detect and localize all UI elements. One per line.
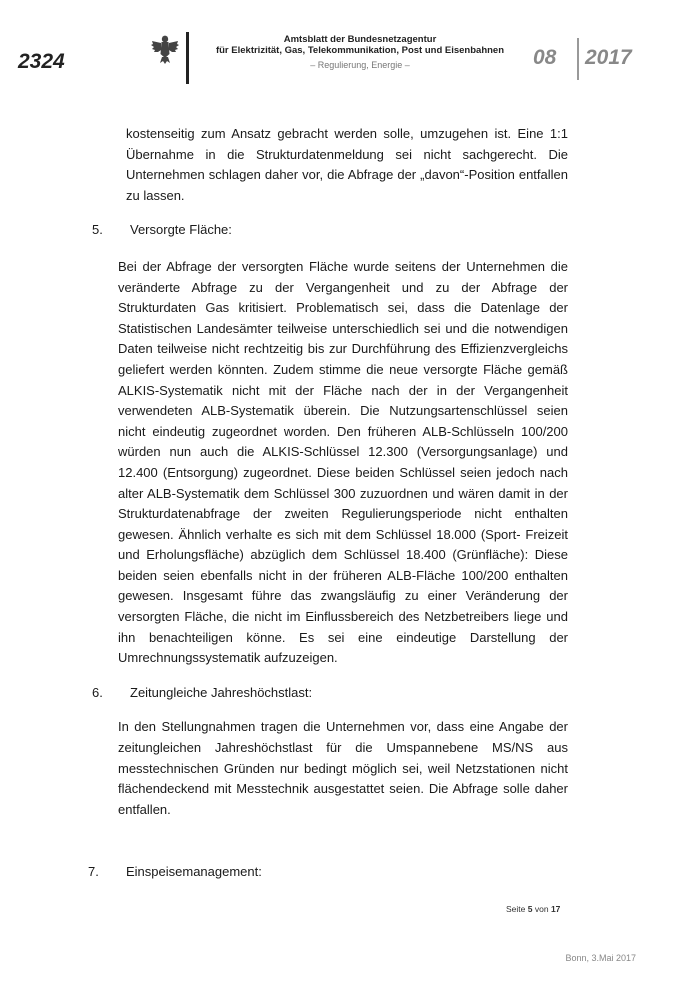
item-paragraph: In den Stellungnahmen tragen die Unternehmen vor, dass eine Angabe der zeitungleichen Jahreshöchstlast für die Umspannebene MS/NS aus messtechnischen Gründen nur bedingt möglich sei, weil Netzstationen nicht flächendeckend mit Messtechnik ausgestattet seien. Die Abfrage solle daher entfallen. (118, 719, 568, 817)
publication-title: Amtsblatt der Bundesnetzagentur (283, 34, 437, 45)
publication-section: – Regulierung, Energie – (310, 60, 410, 70)
list-item-6 (86, 683, 568, 704)
issue-divider (577, 38, 579, 80)
item-number: 6. (92, 684, 103, 700)
publication-date: Bonn, 3.Mai 2017 (565, 953, 636, 963)
of-label: von (534, 904, 549, 914)
list-item-7 (86, 862, 568, 883)
issue-year: 2017 (585, 46, 632, 69)
main-content (86, 124, 568, 883)
item-number: 7. (88, 864, 99, 880)
page-counter (506, 904, 560, 914)
list-item-5 (86, 220, 568, 241)
item-paragraph: Bei der Abfrage der versorgten Fläche wurde seitens der Unternehmen die veränderte Abfrage zu der Vergangenheit und zu der Abfrage der Strukturdaten Gas kritisiert. Problematisch sei, dass die Datenlage der Statistischen Landesämter teilweise unterschiedlich sei und die notwendigen Daten teilweise nicht rechtzeitig bis zur Durchführung des Effizienzvergleichs geliefert werden könnten. Zudem stimme die neue versorgte Fläche gemäß ALKIS-Systematik nicht mit der Fläche nach der in der Vergangenheit verwendeten ALB-Systematik überein. Die Nutzungsartenschlüssel seien nicht eindeutig zugeordnet worden. Den früheren ALB-Schlüsseln 100/200 würden nun auch die ALKIS-Schlüssel 12.300 (Versorgungsanlage) und 12.400 (Entsorgung) zugeordnet. Diese beiden Schlüssel seien jedoch nach alter ALB-Systematik dem Schlüssel 300 zuzuordnen und wären damit in der Strukturdatenabfrage der zweiten Regulierungsperiode nicht enthalten gewesen. Ähnlich verhalte es sich mit dem Schlüssel 18.000 (Sport- Freizeit und Erholungsfläche) abzüglich dem Schlüssel 18.400 (Grünfläche): Diese beiden seien ebenfalls nicht in der früheren ALB-Fläche 100/200 enthalten gewesen. Insgesamt führe das zwangsläufig zu einer Veränderung der versorgten Fläche, die nicht im Einflussbereich des Netzbetreibers liege und ihn benachteiligen könne. Es sei eine eindeutige Darstellung der Umrechnungssystematik aufzuzeigen. (118, 258, 568, 666)
item-title: Zeitungleiche Jahreshöchstlast: (130, 684, 313, 700)
issue-number: 08 (533, 46, 557, 69)
publication-header (200, 34, 520, 71)
item-title: Versorgte Fläche: (130, 222, 232, 238)
publication-subtitle: für Elektrizität, Gas, Telekommunikation, Post und Eisenbahnen (215, 45, 505, 56)
current-page: 5 (527, 904, 533, 914)
item-title: Einspeisemanagement: (126, 864, 262, 880)
total-pages: 17 (550, 904, 561, 914)
federal-eagle-icon (150, 32, 180, 66)
header-divider (186, 32, 189, 84)
page-number: 2324 (18, 50, 65, 73)
page-label: Seite (506, 904, 526, 914)
item-number: 5. (92, 222, 103, 238)
intro-paragraph: kostenseitig zum Ansatz gebracht werden solle, umzugehen ist. Eine 1:1 Übernahme in die Strukturdatenmeldung sei nicht sachgerecht. Die Unternehmen schlagen daher vor, die Abfrage der „davon“-Position entfallen zu lassen. (126, 126, 568, 203)
